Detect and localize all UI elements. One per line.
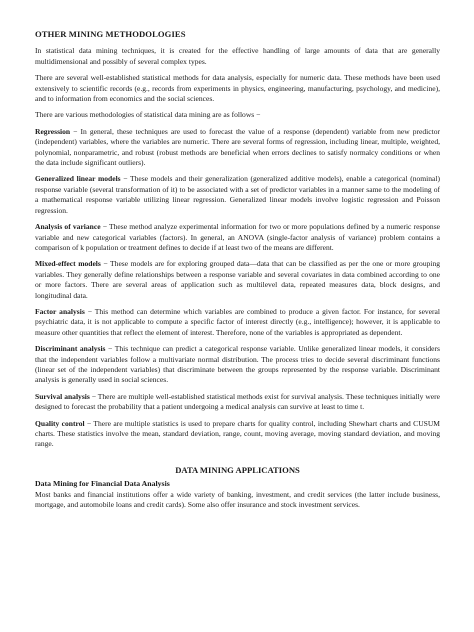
financial-subheading: Data Mining for Financial Data Analysis <box>35 479 170 489</box>
document-body <box>35 29 440 516</box>
intro-paragraph: There are several well-established statistical methods for data analysis, especially for numeric data. These methods have been used extensively to scientific records (e.g., records from experiments in physics, engineering, manufacturing, psychology, and medicine), and to information from economics and the social sciences. <box>35 73 440 104</box>
method-text: − There are multiple statistics is used to prepare charts for quality control, including Shewhart charts and CUSUM charts. These statistics involve the mean, standard deviation, range, count, moving average, moving standard deviation, and moving range. <box>35 418 441 449</box>
method-term: Analysis of variance <box>35 222 101 232</box>
method-text: − There are multiple well-established statistical methods exist for survival analysis. These techniques initially were designed to forecast the probability that a patient undergoing a medical analysis can survive at least to time t. <box>35 391 440 412</box>
intro-paragraph: There are various methodologies of statistical data mining are as follows − <box>35 110 261 120</box>
method-text: − In general, these techniques are used to forecast the value of a response (dependent) variable from new predictor (independent) variables, where the variables are numeric. There are several forms of regression, including linear, multiple, weighted, polynomial, nonparametric, and robust (robust methods are beneficial when errors declines to satisfy normalcy conditions or when the data include significant outliers). <box>35 126 440 168</box>
method-factor-analysis <box>35 307 440 338</box>
applications-heading: DATA MINING APPLICATIONS <box>175 464 300 475</box>
method-analysis-of-variance <box>35 222 440 253</box>
method-generalized-linear-models <box>35 174 440 216</box>
method-text: − These method analyze experimental information for two or more populations defined by a numeric response variable and new categorical variables (factors). In general, an ANOVA (single-factor analysis of variance) problem contains a comparison of k population or treatment defines to decide if at least two of the means are different. <box>35 222 440 252</box>
method-term: Generalized linear models <box>35 174 121 184</box>
intro-paragraph: In statistical data mining techniques, it is created for the effective handling of large amounts of data that are generally multidimensional and possibly of several complex types. <box>35 46 440 66</box>
method-text: − This method can determine which variables are combined to produce a given factor. For instance, for several psychiatric data, it is not applicable to compute a specific factor of interest directly (e.g., intelligence); however, it is applicable to measure other quantities that reflect the element of interest. Therefore, none of the variables is appropriated as dependent. <box>35 306 440 337</box>
method-discriminant-analysis <box>35 344 440 386</box>
method-mixed-effect-models <box>35 259 440 301</box>
method-regression <box>35 127 440 169</box>
method-term: Discriminant analysis <box>35 344 106 354</box>
method-term: Regression <box>35 126 71 136</box>
method-term: Mixed-effect models <box>35 259 101 269</box>
method-text: − This technique can predict a categorical response variable. Unlike generalized linear models, it considers that the independent variables follow a multivariate normal distribution. The process tries to decide several discriminant functions (linear set of the independent variables) that discriminate between the groups represented by the response variable. Discriminant analysis is generally used in social sciences. <box>35 344 440 385</box>
method-text: − These models and their generalization (generalized additive models), enable a categorical (nominal) response variable (several transformation of it) to be associated with a set of predictor variables in a manner same to the modeling of a mathematical response variable utilizing linear regression. Generalized linear models involve logistic regression and Poisson regression. <box>35 174 440 215</box>
method-survival-analysis <box>35 392 440 413</box>
method-term: Survival analysis <box>35 391 90 401</box>
method-quality-control <box>35 419 440 450</box>
method-term: Quality control <box>35 418 85 428</box>
section-heading: OTHER MINING METHODOLOGIES <box>35 29 186 39</box>
financial-paragraph: Most banks and financial institutions offer a wide variety of banking, investment, and credit services (the latter include business, mortgage, and automobile loans and credit cards). Some also offer insurance and stock investment services. <box>35 489 440 510</box>
method-term: Factor analysis <box>35 306 85 316</box>
method-text: − These models are for exploring grouped data—data that can be classified as per the one or more grouping variables. They generally define relationships between a response variable and several covariates in data combined according to one or more factors. There are several areas of application such as multilevel data, repeated measures data, block designs, and longitudinal data. <box>35 259 441 300</box>
